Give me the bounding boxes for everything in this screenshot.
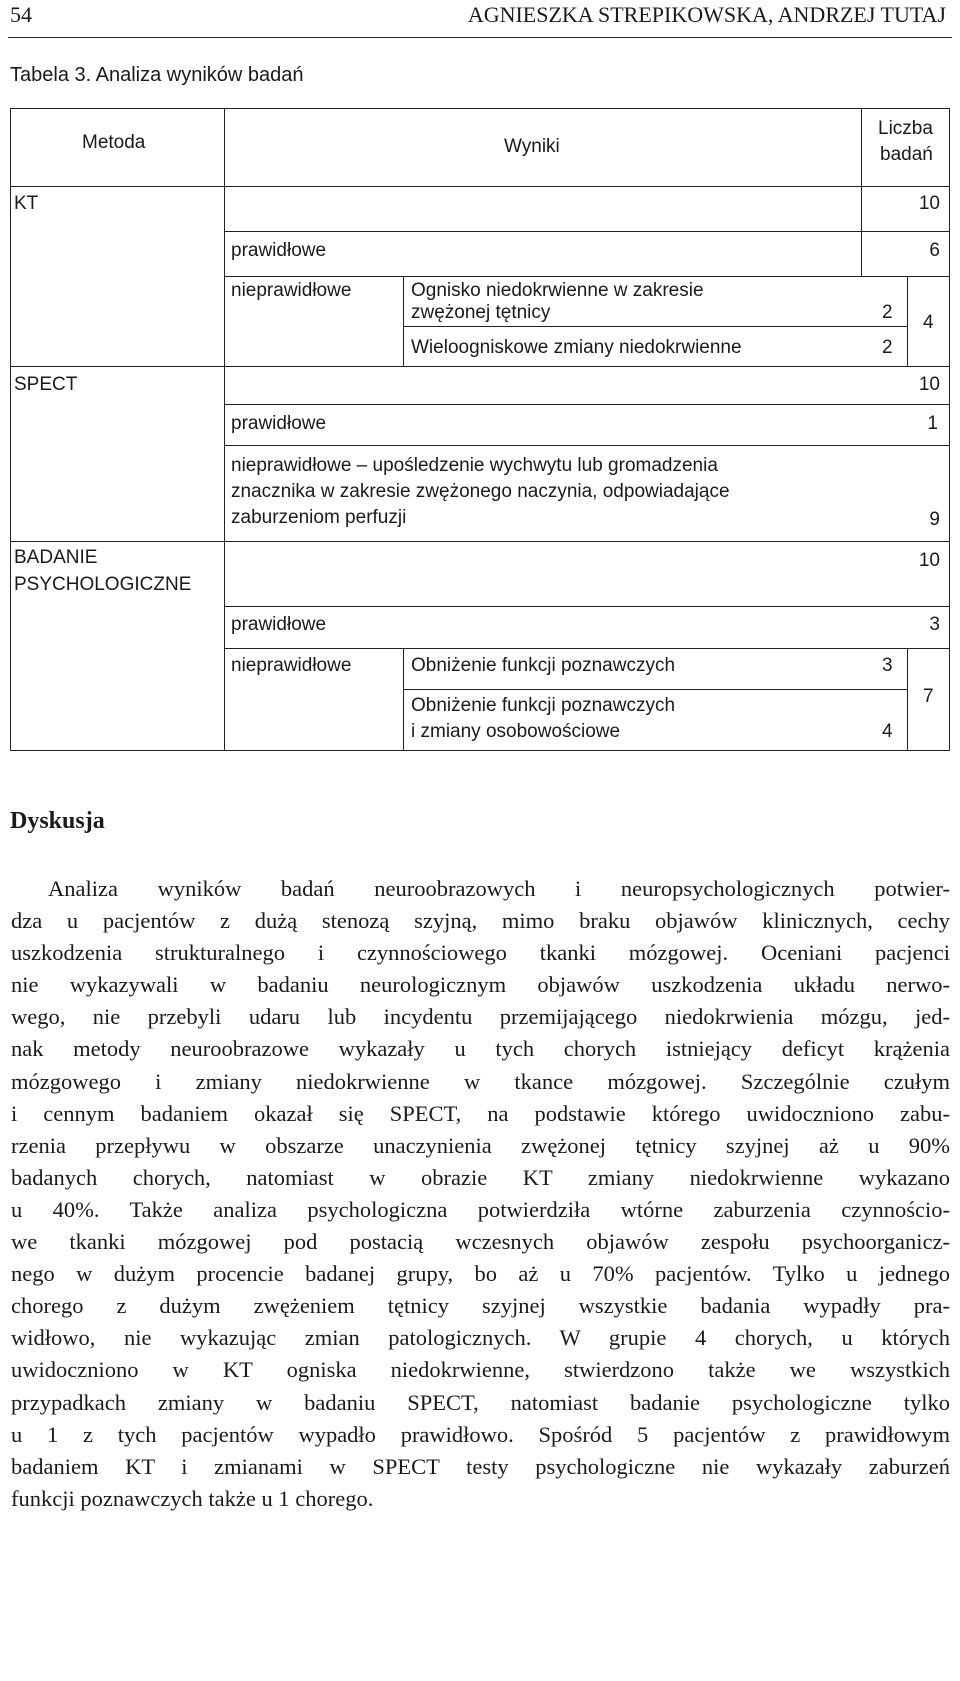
kt-sub2: Wieloogniskowe zmiany niedokrwienne bbox=[411, 337, 742, 358]
psych-sub1-count: 3 bbox=[882, 655, 893, 676]
psych-sub1: Obniżenie funkcji poznawczych bbox=[411, 655, 676, 676]
col-header-method: Metoda bbox=[82, 132, 146, 153]
col-header-count-1: Liczba bbox=[878, 118, 933, 139]
method-psych-line2: PSYCHOLOGICZNE bbox=[14, 574, 192, 595]
paragraph-line: nie wykazywali w badaniu neurologicznym objawów uszkodzenia układu nerwo- bbox=[11, 972, 950, 998]
method-kt: KT bbox=[14, 193, 39, 214]
kt-normal-label: prawidłowe bbox=[231, 240, 327, 261]
kt-sub1-line2: zwężonej tętnicy bbox=[411, 302, 551, 323]
table-caption: Tabela 3. Analiza wyników badań bbox=[10, 64, 304, 86]
psych-sub2-line2: i zmiany osobowościowe bbox=[411, 721, 621, 742]
header-rule bbox=[8, 37, 952, 38]
psych-abnormal-total: 7 bbox=[923, 686, 934, 707]
spect-abnormal-line3: zaburzeniom perfuzji bbox=[231, 507, 407, 528]
method-spect: SPECT bbox=[14, 374, 78, 395]
discussion-paragraph bbox=[11, 873, 950, 1515]
kt-abnormal-label: nieprawidłowe bbox=[231, 280, 352, 301]
paragraph-line: u 1 z tych pacjentów wypadło prawidłowo. Spośród 5 pacjentów z prawidłowym bbox=[11, 1421, 950, 1447]
psych-total: 10 bbox=[918, 550, 940, 571]
kt-total: 10 bbox=[918, 193, 940, 214]
paragraph-line: uszkodzenia strukturalnego i czynnościowego tkanki mózgowej. Oceniani pacjenci bbox=[11, 940, 950, 966]
paragraph-line: i cennym badaniem okazał się SPECT, na podstawie którego uwidoczniono zabu- bbox=[11, 1100, 950, 1126]
spect-abnormal-line1: nieprawidłowe – upośledzenie wychwytu lub gromadzenia bbox=[231, 455, 718, 476]
spect-abnormal-line2: znacznika w zakresie zwężonego naczynia, odpowiadające bbox=[231, 481, 730, 502]
paragraph-line: wego, nie przebyli udaru lub incydentu przemijającego niedokrwienia mózgu, jed- bbox=[11, 1004, 950, 1030]
paragraph-line: dza u pacjentów z dużą stenozą szyjną, mimo braku objawów klinicznych, cechy bbox=[11, 908, 950, 934]
paragraph-line: nak metody neuroobrazowe wykazały u tych chorych istniejący deficyt krążenia bbox=[11, 1036, 950, 1062]
psych-sub2-count: 4 bbox=[882, 721, 893, 742]
page-number: 54 bbox=[10, 2, 32, 27]
spect-normal-count: 1 bbox=[927, 413, 938, 434]
paragraph-line: rzenia przepływu w obszarze unaczynienia zwężonej tętnicy szyjnej aż u 90% bbox=[11, 1132, 950, 1158]
paragraph-line: uwidoczniono w KT ogniska niedokrwienne, stwierdzono także we wszystkich bbox=[11, 1357, 950, 1383]
paragraph-line: badanych chorych, natomiast w obrazie KT zmiany niedokrwienne wykazano bbox=[11, 1164, 950, 1190]
running-title: AGNIESZKA STREPIKOWSKA, ANDRZEJ TUTAJ bbox=[467, 2, 946, 27]
section-heading: Dyskusja bbox=[10, 808, 105, 834]
paragraph-line: u 40%. Także analiza psychologiczna potwierdziła wtórne zaburzenia czynnościo- bbox=[11, 1196, 950, 1222]
col-header-results: Wyniki bbox=[504, 136, 560, 157]
paragraph-line: funkcji poznawczych także u 1 chorego. bbox=[11, 1485, 374, 1511]
kt-normal-count: 6 bbox=[929, 240, 940, 261]
psych-normal-count: 3 bbox=[929, 614, 940, 635]
psych-sub2-line1: Obniżenie funkcji poznawczych bbox=[411, 695, 676, 716]
kt-abnormal-total: 4 bbox=[923, 312, 934, 333]
spect-abnormal-count: 9 bbox=[929, 509, 940, 530]
kt-sub2-count: 2 bbox=[882, 337, 893, 358]
psych-normal-label: prawidłowe bbox=[231, 614, 327, 635]
spect-normal-label: prawidłowe bbox=[231, 413, 327, 434]
paragraph-line: nego w dużym procencie badanej grupy, bo aż u 70% pacjentów. Tylko u jednego bbox=[11, 1261, 950, 1287]
paragraph-line: mózgowego i zmiany niedokrwienne w tkance mózgowej. Szczególnie czułym bbox=[11, 1068, 950, 1094]
spect-total: 10 bbox=[918, 374, 940, 395]
col-header-count-2: badań bbox=[880, 144, 933, 165]
kt-sub1-count: 2 bbox=[882, 302, 893, 323]
paragraph-line: widłowo, nie wykazując zmian patologicznych. W grupie 4 chorych, u których bbox=[11, 1325, 950, 1351]
paragraph-line: przypadkach zmiany w badaniu SPECT, natomiast badanie psychologiczne tylko bbox=[11, 1389, 950, 1415]
paragraph-line: we tkanki mózgowej pod postacią wczesnych objawów zespołu psychoorganicz- bbox=[11, 1229, 950, 1255]
method-psych-line1: BADANIE bbox=[14, 547, 98, 568]
paragraph-line: badaniem KT i zmianami w SPECT testy psychologiczne nie wykazały zaburzeń bbox=[11, 1453, 950, 1479]
paragraph-line: Analiza wyników badań neuroobrazowych i neuropsychologicznych potwier- bbox=[48, 876, 950, 901]
kt-sub1-line1: Ognisko niedokrwienne w zakresie bbox=[411, 280, 704, 301]
paragraph-line: chorego z dużym zwężeniem tętnicy szyjnej wszystkie badania wypadły pra- bbox=[11, 1293, 950, 1319]
psych-abnormal-label: nieprawidłowe bbox=[231, 655, 352, 676]
